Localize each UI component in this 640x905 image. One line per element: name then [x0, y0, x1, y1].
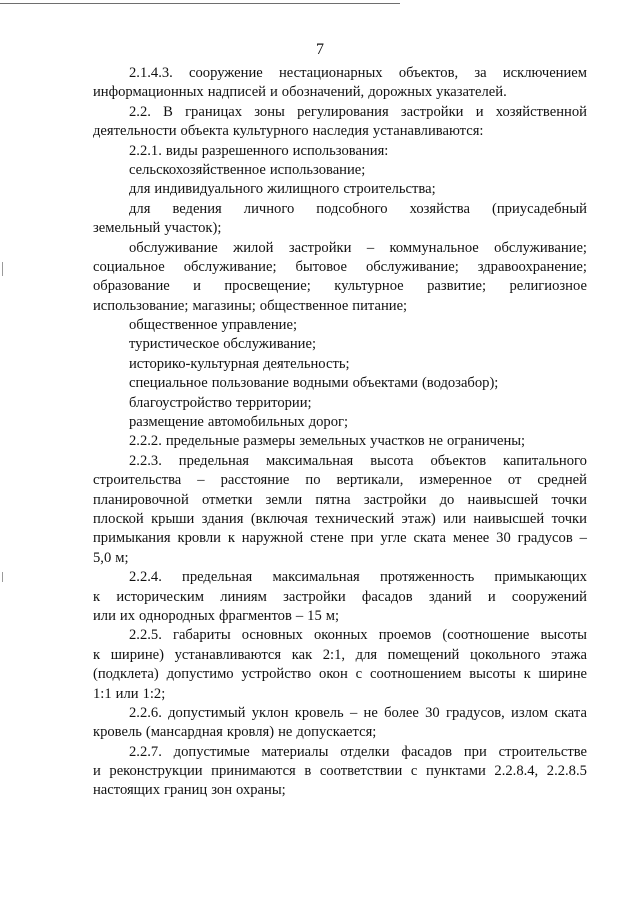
text-line: (подклета) допустимо устройство окон с соотношением высоты к ширине	[93, 666, 587, 683]
text-line: 2.2.5. габариты основных оконных проемов (соотношение высоты	[129, 627, 587, 644]
paragraph	[93, 452, 587, 568]
paragraph	[93, 432, 587, 451]
text-line: земельный участок);	[93, 220, 222, 237]
text-line: специальное пользование водными объектами (водозабор);	[129, 375, 499, 392]
text-line: образование и просвещение; культурное развитие; религиозное	[93, 278, 587, 295]
text-line: 2.2.7. допустимые материалы отделки фасадов при строительстве	[129, 743, 587, 760]
page-number: 7	[316, 41, 324, 58]
text-line: использование; магазины; общественное питание;	[93, 297, 408, 314]
text-line: сельскохозяйственное использование;	[129, 161, 366, 178]
text-line: 2.2.1. виды разрешенного использования:	[129, 142, 389, 159]
text-line: плоской крыши здания (включая технический этаж) или наивысшей точки	[93, 510, 587, 527]
paragraph	[93, 394, 587, 413]
paragraph	[93, 704, 587, 743]
text-line: строительства – расстояние по вертикали, измеренное от средней	[93, 472, 587, 489]
text-line: 5,0 м;	[93, 549, 129, 566]
paragraph	[93, 355, 587, 374]
text-line: к ширине) устанавливаются как 2:1, для помещений цокольного этажа	[93, 646, 587, 663]
paragraph	[93, 626, 587, 704]
paragraph	[93, 374, 587, 393]
paragraph	[93, 316, 587, 335]
text-line: благоустройство территории;	[129, 394, 312, 411]
text-line: примыкания кровли к наружной стене при угле ската менее 30 градусов –	[93, 530, 587, 547]
text-line: 2.2.6. допустимый уклон кровель – не более 30 градусов, излом ската	[129, 704, 587, 721]
document-body	[93, 64, 587, 801]
text-line: кровель (мансардная кровля) не допускается;	[93, 724, 377, 741]
text-line: планировочной отметки земли пятна застройки до наивысшей точки	[93, 491, 587, 508]
text-line: 2.2.4. предельная максимальная протяженность примыкающих	[129, 569, 587, 586]
text-line: информационных надписей и обозначений, дорожных указателей.	[93, 84, 507, 101]
paragraph	[93, 64, 587, 103]
scan-edge-mark	[2, 262, 3, 276]
text-line: туристическое обслуживание;	[129, 336, 317, 353]
text-line: настоящих границ зон охраны;	[93, 782, 286, 799]
paragraph	[93, 743, 587, 801]
text-line: или их однородных фрагментов – 15 м;	[93, 607, 340, 624]
text-line: обслуживание жилой застройки – коммунальное обслуживание;	[129, 239, 587, 256]
text-line: 2.2. В границах зоны регулирования застройки и хозяйственной	[129, 103, 587, 120]
paragraph	[93, 161, 587, 180]
text-line: 2.1.4.3. сооружение нестационарных объектов, за исключением	[129, 65, 587, 81]
text-line: историко-культурная деятельность;	[129, 355, 350, 372]
text-line: 2.2.3. предельная максимальная высота объектов капитального	[129, 452, 587, 469]
paragraph	[93, 239, 587, 317]
text-line: 2.2.2. предельные размеры земельных участков не ограничены;	[129, 433, 526, 450]
text-line: для индивидуального жилищного строительства;	[129, 181, 436, 198]
scan-edge-line	[0, 3, 400, 4]
paragraph	[93, 413, 587, 432]
text-line: социальное обслуживание; бытовое обслуживание; здравоохранение;	[93, 258, 587, 275]
paragraph	[93, 200, 587, 239]
text-line: к историческим линиям застройки фасадов зданий и сооружений	[93, 588, 587, 605]
paragraph	[93, 335, 587, 354]
text-line: и реконструкции принимаются в соответствии с пунктами 2.2.8.4, 2.2.8.5	[93, 763, 587, 780]
paragraph	[93, 103, 587, 142]
text-line: общественное управление;	[129, 317, 298, 334]
paragraph	[93, 142, 587, 161]
text-line: 1:1 или 1:2;	[93, 685, 166, 702]
text-line: для ведения личного подсобного хозяйства (приусадебный	[129, 200, 587, 217]
scan-edge-mark	[2, 572, 3, 582]
paragraph	[93, 180, 587, 199]
text-line: деятельности объекта культурного наследия устанавливаются:	[93, 123, 484, 140]
paragraph	[93, 568, 587, 626]
text-line: размещение автомобильных дорог;	[129, 414, 349, 431]
